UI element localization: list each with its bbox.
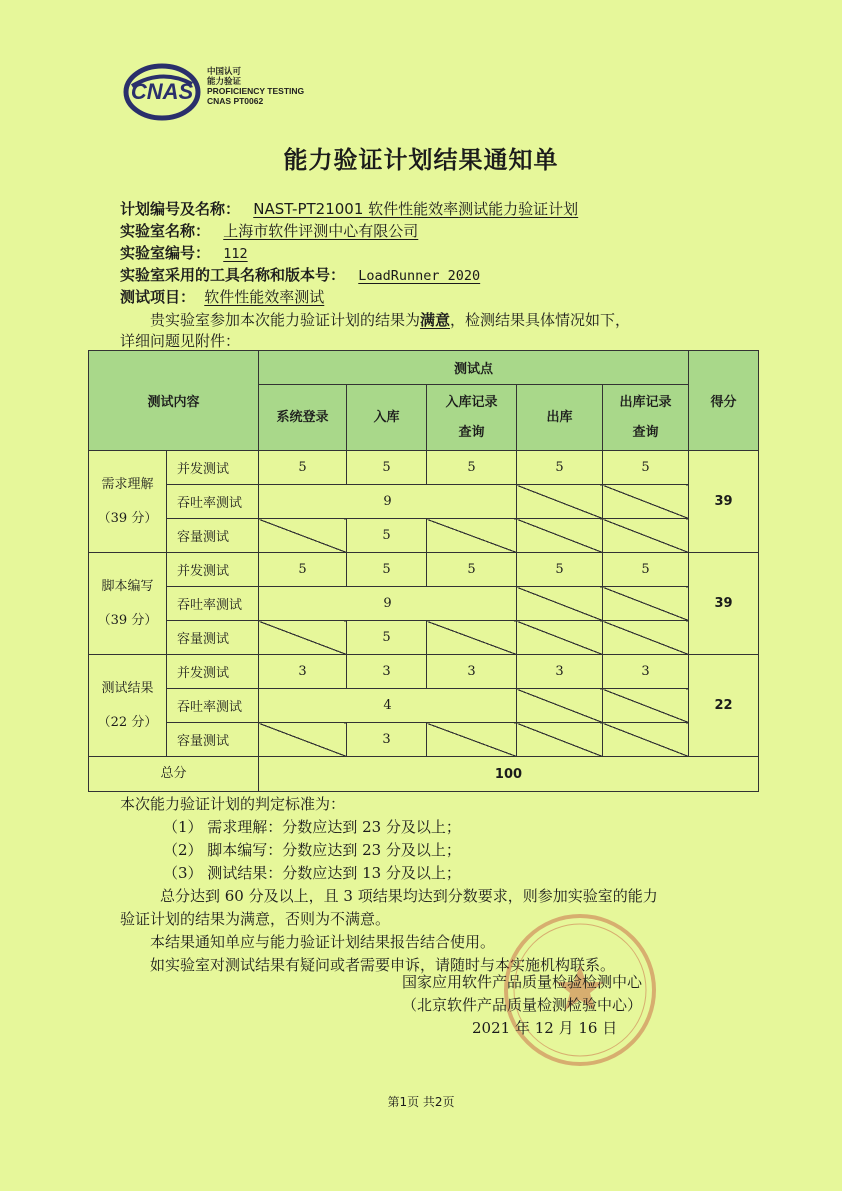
na-cell: [517, 519, 603, 553]
subtest-label: 吞吐率测试: [167, 587, 259, 621]
na-cell: [259, 621, 347, 655]
na-cell: [603, 519, 689, 553]
lab-no-label: 实验室编号：: [120, 244, 211, 262]
subtest-label: 容量测试: [167, 621, 259, 655]
tool-value: LoadRunner 2020: [358, 268, 481, 284]
group-score: 39: [689, 553, 759, 655]
header-col: [427, 385, 517, 451]
org-name-2: （北京软件产品质量检测检验中心）: [402, 996, 643, 1014]
plan-label: 计划编号及名称：: [120, 200, 241, 218]
header-col-line: 入库记录: [445, 394, 498, 410]
results-table: [88, 350, 759, 792]
header-col-line: 出库记录: [619, 394, 672, 410]
cnas-caption-line: PROFICIENCY TESTING: [207, 86, 305, 96]
subtest-label: 并发测试: [167, 655, 259, 689]
score-cell: 5: [427, 451, 517, 485]
na-cell: [517, 689, 603, 723]
score-cell: 5: [259, 451, 347, 485]
category-points: （39 分）: [97, 510, 158, 526]
header-col-line: 查询: [632, 424, 659, 440]
score-cell: 5: [347, 621, 427, 655]
lab-name-line: [120, 220, 418, 241]
category-cell: [89, 655, 167, 757]
score-cell: 5: [517, 553, 603, 587]
na-cell: [603, 621, 689, 655]
criteria-note: 本结果通知单应与能力验证计划结果报告结合使用。: [150, 933, 496, 951]
lab-no-value: 112: [223, 246, 248, 262]
lab-no-line: [120, 242, 248, 263]
na-cell: [517, 723, 603, 757]
table-row: [89, 587, 759, 621]
intro-line: [150, 309, 630, 330]
total-value: 100: [259, 757, 759, 792]
na-cell: [517, 621, 603, 655]
table-row: [89, 519, 759, 553]
category-name: 需求理解: [101, 476, 154, 492]
org-name: 国家应用软件产品质量检验检测中心: [402, 973, 643, 991]
score-cell: 5: [347, 519, 427, 553]
table-row: [89, 655, 759, 689]
table-row: [89, 723, 759, 757]
na-cell: [517, 485, 603, 519]
score-cell: 3: [427, 655, 517, 689]
criteria-item: （3） 测试结果：分数应达到 13 分及以上；: [163, 864, 461, 882]
na-cell: [427, 723, 517, 757]
category-cell: [89, 451, 167, 553]
criteria-item: （1） 需求理解：分数应达到 23 分及以上；: [163, 818, 461, 836]
cnas-caption: [207, 66, 304, 106]
criteria-summary: 总分达到 60 分及以上，且 3 项结果均达到分数要求，则参加实验室的能力: [160, 887, 658, 905]
table-row: [89, 553, 759, 587]
na-cell: [603, 689, 689, 723]
subtest-label: 并发测试: [167, 553, 259, 587]
subtest-label: 吞吐率测试: [167, 689, 259, 723]
criteria-note-2: 如实验室对测试结果有疑问或者需要申诉，请随时与本实施机构联系。: [150, 956, 616, 974]
na-cell: [603, 587, 689, 621]
cnas-caption-line: CNAS PT0062: [207, 96, 264, 106]
plan-line: [120, 198, 578, 219]
cnas-caption-line: 中国认可: [207, 66, 242, 76]
total-row: [89, 757, 759, 792]
header-col-line: 系统登录: [276, 409, 329, 425]
criteria-summary-2: 验证计划的结果为满意，否则为不满意。: [120, 910, 391, 928]
score-cell: 3: [517, 655, 603, 689]
table-row: [89, 451, 759, 485]
header-points: 测试点: [259, 351, 689, 385]
total-label: 总分: [89, 757, 259, 792]
header-col-line: 出库: [546, 409, 573, 425]
na-cell: [427, 621, 517, 655]
criteria-item: （2） 脚本编写：分数应达到 23 分及以上；: [163, 841, 461, 859]
score-cell: 9: [259, 485, 517, 519]
category-name: 脚本编写: [101, 578, 154, 594]
header-col: [259, 385, 347, 451]
score-cell: 5: [347, 451, 427, 485]
score-cell: 9: [259, 587, 517, 621]
subtest-label: 吞吐率测试: [167, 485, 259, 519]
tool-line: [120, 264, 480, 285]
category-name: 测试结果: [101, 680, 154, 696]
sign-date: 2021 年 12 月 16 日: [472, 1019, 618, 1037]
intro-line-2: 详细问题见附件：: [120, 332, 241, 350]
score-cell: 3: [347, 723, 427, 757]
lab-name-value: 上海市软件评测中心有限公司: [223, 222, 419, 240]
score-cell: 3: [259, 655, 347, 689]
page-title: 能力验证计划结果通知单: [283, 146, 559, 174]
intro-result: 满意: [420, 311, 451, 329]
header-col: [347, 385, 427, 451]
subtest-label: 并发测试: [167, 451, 259, 485]
item-label: 测试项目：: [120, 288, 196, 306]
subtest-label: 容量测试: [167, 519, 259, 553]
tool-label: 实验室采用的工具名称和版本号：: [120, 266, 346, 284]
subtest-label: 容量测试: [167, 723, 259, 757]
score-cell: 4: [259, 689, 517, 723]
na-cell: [259, 519, 347, 553]
category-points: （39 分）: [97, 612, 158, 628]
item-value: 软件性能效率测试: [204, 288, 325, 306]
score-cell: 5: [347, 553, 427, 587]
score-cell: 5: [603, 553, 689, 587]
criteria-heading: 本次能力验证计划的判定标准为：: [120, 795, 346, 813]
lab-name-label: 实验室名称：: [120, 222, 211, 240]
group-score: 22: [689, 655, 759, 757]
header-col: [603, 385, 689, 451]
group-score: 39: [689, 451, 759, 553]
cnas-logo-text: CNAS: [130, 79, 194, 104]
na-cell: [517, 587, 603, 621]
cnas-caption-line: 能力验证: [207, 76, 242, 86]
intro-text-2: ，检测结果具体情况如下，: [450, 311, 631, 329]
score-cell: 5: [259, 553, 347, 587]
intro-text: 贵实验室参加本次能力验证计划的结果为: [150, 311, 421, 329]
header-score: 得分: [689, 351, 759, 451]
na-cell: [427, 519, 517, 553]
category-points: （22 分）: [97, 714, 158, 730]
page-number: 第1页 共2页: [387, 1095, 455, 1109]
header-col-line: 查询: [458, 424, 485, 440]
item-line: [120, 286, 324, 307]
na-cell: [603, 723, 689, 757]
plan-value: NAST-PT21001 软件性能效率测试能力验证计划: [253, 200, 579, 218]
score-cell: 5: [427, 553, 517, 587]
table-row: [89, 689, 759, 723]
header-content: 测试内容: [89, 351, 259, 451]
header-col-line: 入库: [373, 409, 400, 425]
table-row: [89, 621, 759, 655]
header-col: [517, 385, 603, 451]
na-cell: [603, 485, 689, 519]
category-cell: [89, 553, 167, 655]
score-cell: 5: [517, 451, 603, 485]
score-cell: 5: [603, 451, 689, 485]
score-cell: 3: [603, 655, 689, 689]
na-cell: [259, 723, 347, 757]
score-cell: 3: [347, 655, 427, 689]
table-row: [89, 485, 759, 519]
